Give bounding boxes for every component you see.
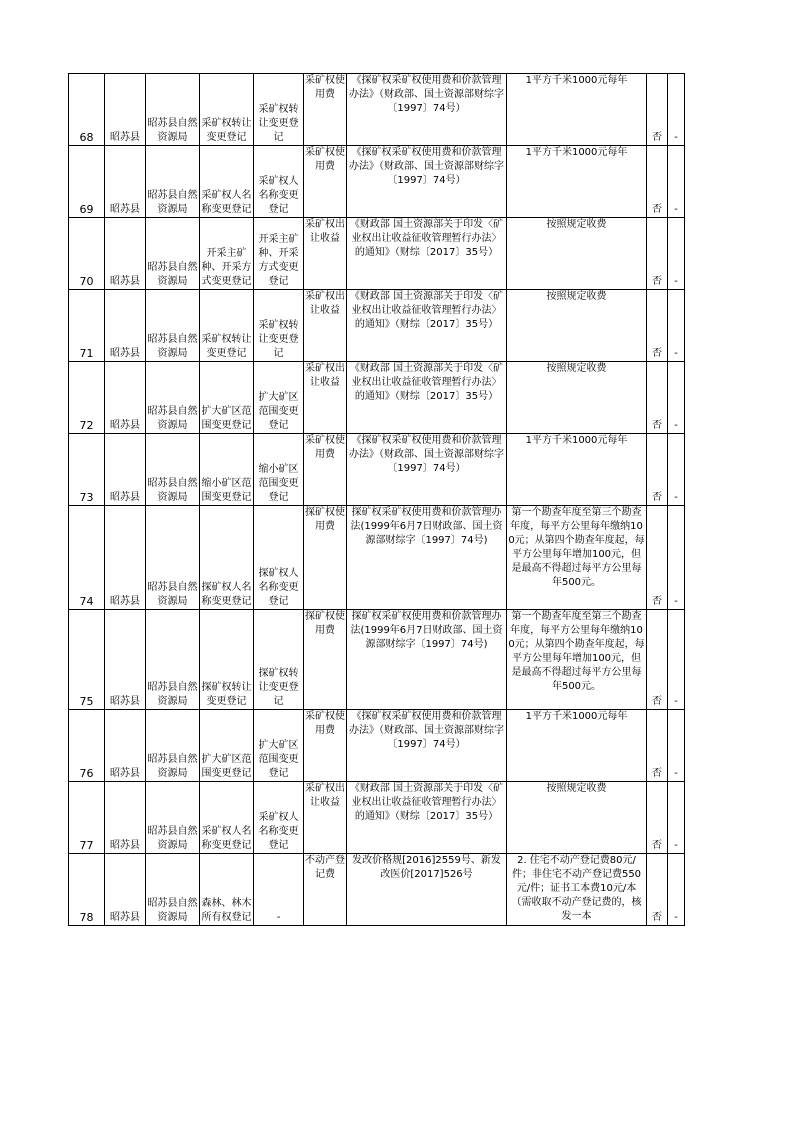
item-name-cell: 探矿权人名称变更登记 — [200, 506, 254, 610]
table-row — [69, 506, 685, 610]
table-row — [69, 146, 685, 218]
department-cell: 昭苏县自然资源局 — [146, 506, 200, 610]
county-cell: 昭苏县 — [105, 74, 146, 146]
dash-cell: - — [668, 74, 685, 146]
flag-cell: 否 — [647, 362, 668, 434]
table-body — [69, 74, 685, 926]
department-cell: 昭苏县自然资源局 — [146, 782, 200, 854]
fee-standard-cell: 第一个勘查年度至第三个勘查年度，每平方公里每年缴纳100元；从第四个勘查年度起，每平方公里每年增加100元，但是最高不得超过每平方公里每年500元。 — [507, 506, 647, 610]
fee-name-cell: 采矿权出让收益 — [304, 782, 347, 854]
item-name-cell: 探矿权转让变更登记 — [200, 610, 254, 710]
item-name-cell: 采矿权转让变更登记 — [200, 74, 254, 146]
department-cell: 昭苏县自然资源局 — [146, 74, 200, 146]
row-number: 73 — [69, 434, 105, 506]
row-number: 77 — [69, 782, 105, 854]
table-row — [69, 610, 685, 710]
fee-basis-cell: 《探矿权采矿权使用费和价款管理办法》（财政部、国土资源部财综字〔1997〕74号） — [347, 74, 507, 146]
fee-basis-cell: 《财政部 国土资源部关于印发〈矿业权出让收益征收管理暂行办法〉的通知》（财综〔2017〕35号） — [347, 782, 507, 854]
table-row — [69, 782, 685, 854]
fee-standard-cell: 按照规定收费 — [507, 290, 647, 362]
sub-item-cell: 探矿权转让变更登记 — [254, 610, 304, 710]
flag-cell: 否 — [647, 710, 668, 782]
table-row — [69, 218, 685, 290]
row-number: 78 — [69, 854, 105, 926]
dash-cell: - — [668, 710, 685, 782]
row-number: 71 — [69, 290, 105, 362]
sub-item-cell: 缩小矿区范围变更登记 — [254, 434, 304, 506]
dash-cell: - — [668, 146, 685, 218]
sub-item-cell: 采矿权人名称变更登记 — [254, 782, 304, 854]
dash-cell: - — [668, 782, 685, 854]
fee-name-cell: 采矿权使用费 — [304, 74, 347, 146]
item-name-cell: 开采主矿种、开采方式变更登记 — [200, 218, 254, 290]
fee-name-cell: 探矿权使用费 — [304, 610, 347, 710]
county-cell: 昭苏县 — [105, 506, 146, 610]
fee-name-cell: 不动产登记费 — [304, 854, 347, 926]
table-row — [69, 74, 685, 146]
flag-cell: 否 — [647, 782, 668, 854]
item-name-cell: 采矿权人名称变更登记 — [200, 146, 254, 218]
fee-name-cell: 采矿权使用费 — [304, 146, 347, 218]
table-row — [69, 290, 685, 362]
fee-table — [68, 73, 685, 926]
flag-cell: 否 — [647, 434, 668, 506]
dash-cell: - — [668, 610, 685, 710]
item-name-cell: 采矿权转让变更登记 — [200, 290, 254, 362]
department-cell: 昭苏县自然资源局 — [146, 218, 200, 290]
sub-item-cell: 探矿权人名称变更登记 — [254, 506, 304, 610]
fee-standard-cell: 按照规定收费 — [507, 218, 647, 290]
row-number: 75 — [69, 610, 105, 710]
fee-basis-cell: 《财政部 国土资源部关于印发〈矿业权出让收益征收管理暂行办法〉的通知》（财综〔2017〕35号） — [347, 218, 507, 290]
sub-item-cell: 扩大矿区范围变更登记 — [254, 710, 304, 782]
table-row — [69, 434, 685, 506]
county-cell: 昭苏县 — [105, 362, 146, 434]
fee-basis-cell: 探矿权采矿权使用费和价款管理办法(1999年6月7日财政部、国土资源部财综字〔1997〕74号) — [347, 610, 507, 710]
county-cell: 昭苏县 — [105, 146, 146, 218]
fee-standard-cell: 1平方千米1000元每年 — [507, 74, 647, 146]
fee-basis-cell: 发改价格规[2016]2559号、新发改医价[2017]526号 — [347, 854, 507, 926]
dash-cell: - — [668, 290, 685, 362]
table-row — [69, 710, 685, 782]
flag-cell: 否 — [647, 290, 668, 362]
flag-cell: 否 — [647, 506, 668, 610]
item-name-cell: 采矿权人名称变更登记 — [200, 782, 254, 854]
row-number: 76 — [69, 710, 105, 782]
fee-basis-cell: 《探矿权采矿权使用费和价款管理办法》（财政部、国土资源部财综字〔1997〕74号） — [347, 434, 507, 506]
department-cell: 昭苏县自然资源局 — [146, 854, 200, 926]
county-cell: 昭苏县 — [105, 290, 146, 362]
item-name-cell: 扩大矿区范围变更登记 — [200, 362, 254, 434]
row-number: 69 — [69, 146, 105, 218]
fee-basis-cell: 《财政部 国土资源部关于印发〈矿业权出让收益征收管理暂行办法〉的通知》（财综〔2017〕35号） — [347, 362, 507, 434]
department-cell: 昭苏县自然资源局 — [146, 146, 200, 218]
fee-name-cell: 采矿权出让收益 — [304, 218, 347, 290]
fee-name-cell: 采矿权使用费 — [304, 710, 347, 782]
flag-cell: 否 — [647, 146, 668, 218]
fee-standard-cell: 1平方千米1000元每年 — [507, 146, 647, 218]
row-number: 68 — [69, 74, 105, 146]
flag-cell: 否 — [647, 218, 668, 290]
row-number: 70 — [69, 218, 105, 290]
sub-item-cell: 采矿权转让变更登记 — [254, 290, 304, 362]
county-cell: 昭苏县 — [105, 434, 146, 506]
fee-name-cell: 采矿权使用费 — [304, 434, 347, 506]
county-cell: 昭苏县 — [105, 218, 146, 290]
flag-cell: 否 — [647, 854, 668, 926]
fee-basis-cell: 《探矿权采矿权使用费和价款管理办法》（财政部、国土资源部财综字〔1997〕74号） — [347, 710, 507, 782]
fee-standard-cell: 1平方千米1000元每年 — [507, 710, 647, 782]
department-cell: 昭苏县自然资源局 — [146, 610, 200, 710]
item-name-cell: 森林、林木所有权登记 — [200, 854, 254, 926]
fee-standard-cell: 按照规定收费 — [507, 362, 647, 434]
sub-item-cell: 采矿权转让变更登记 — [254, 74, 304, 146]
sub-item-cell: 开采主矿种、开采方式变更登记 — [254, 218, 304, 290]
department-cell: 昭苏县自然资源局 — [146, 290, 200, 362]
department-cell: 昭苏县自然资源局 — [146, 434, 200, 506]
item-name-cell: 扩大矿区范围变更登记 — [200, 710, 254, 782]
fee-name-cell: 采矿权出让收益 — [304, 362, 347, 434]
county-cell: 昭苏县 — [105, 610, 146, 710]
dash-cell: - — [668, 434, 685, 506]
dash-cell: - — [668, 506, 685, 610]
table-row — [69, 362, 685, 434]
fee-name-cell: 探矿权使用费 — [304, 506, 347, 610]
county-cell: 昭苏县 — [105, 710, 146, 782]
county-cell: 昭苏县 — [105, 854, 146, 926]
flag-cell: 否 — [647, 74, 668, 146]
dash-cell: - — [668, 362, 685, 434]
dash-cell: - — [668, 218, 685, 290]
sub-item-cell: 扩大矿区范围变更登记 — [254, 362, 304, 434]
row-number: 74 — [69, 506, 105, 610]
fee-standard-cell: 第一个勘查年度至第三个勘查年度，每平方公里每年缴纳100元；从第四个勘查年度起，每平方公里每年增加100元，但是最高不得超过每平方公里每年500元。 — [507, 610, 647, 710]
fee-basis-cell: 探矿权采矿权使用费和价款管理办法(1999年6月7日财政部、国土资源部财综字〔1997〕74号) — [347, 506, 507, 610]
county-cell: 昭苏县 — [105, 782, 146, 854]
department-cell: 昭苏县自然资源局 — [146, 710, 200, 782]
sub-item-cell: 采矿权人名称变更登记 — [254, 146, 304, 218]
fee-basis-cell: 《财政部 国土资源部关于印发〈矿业权出让收益征收管理暂行办法〉的通知》（财综〔2017〕35号） — [347, 290, 507, 362]
dash-cell: - — [668, 854, 685, 926]
department-cell: 昭苏县自然资源局 — [146, 362, 200, 434]
flag-cell: 否 — [647, 610, 668, 710]
fee-standard-cell: 按照规定收费 — [507, 782, 647, 854]
item-name-cell: 缩小矿区范围变更登记 — [200, 434, 254, 506]
fee-basis-cell: 《探矿权采矿权使用费和价款管理办法》（财政部、国土资源部财综字〔1997〕74号） — [347, 146, 507, 218]
table-row — [69, 854, 685, 926]
fee-standard-cell: 2. 住宅不动产登记费80元/件；非住宅不动产登记费550元/件；证书工本费10元/本（需收取不动产登记费的，核发一本 — [507, 854, 647, 926]
fee-standard-cell: 1平方千米1000元每年 — [507, 434, 647, 506]
sub-item-cell: - — [254, 854, 304, 926]
row-number: 72 — [69, 362, 105, 434]
fee-name-cell: 采矿权出让收益 — [304, 290, 347, 362]
